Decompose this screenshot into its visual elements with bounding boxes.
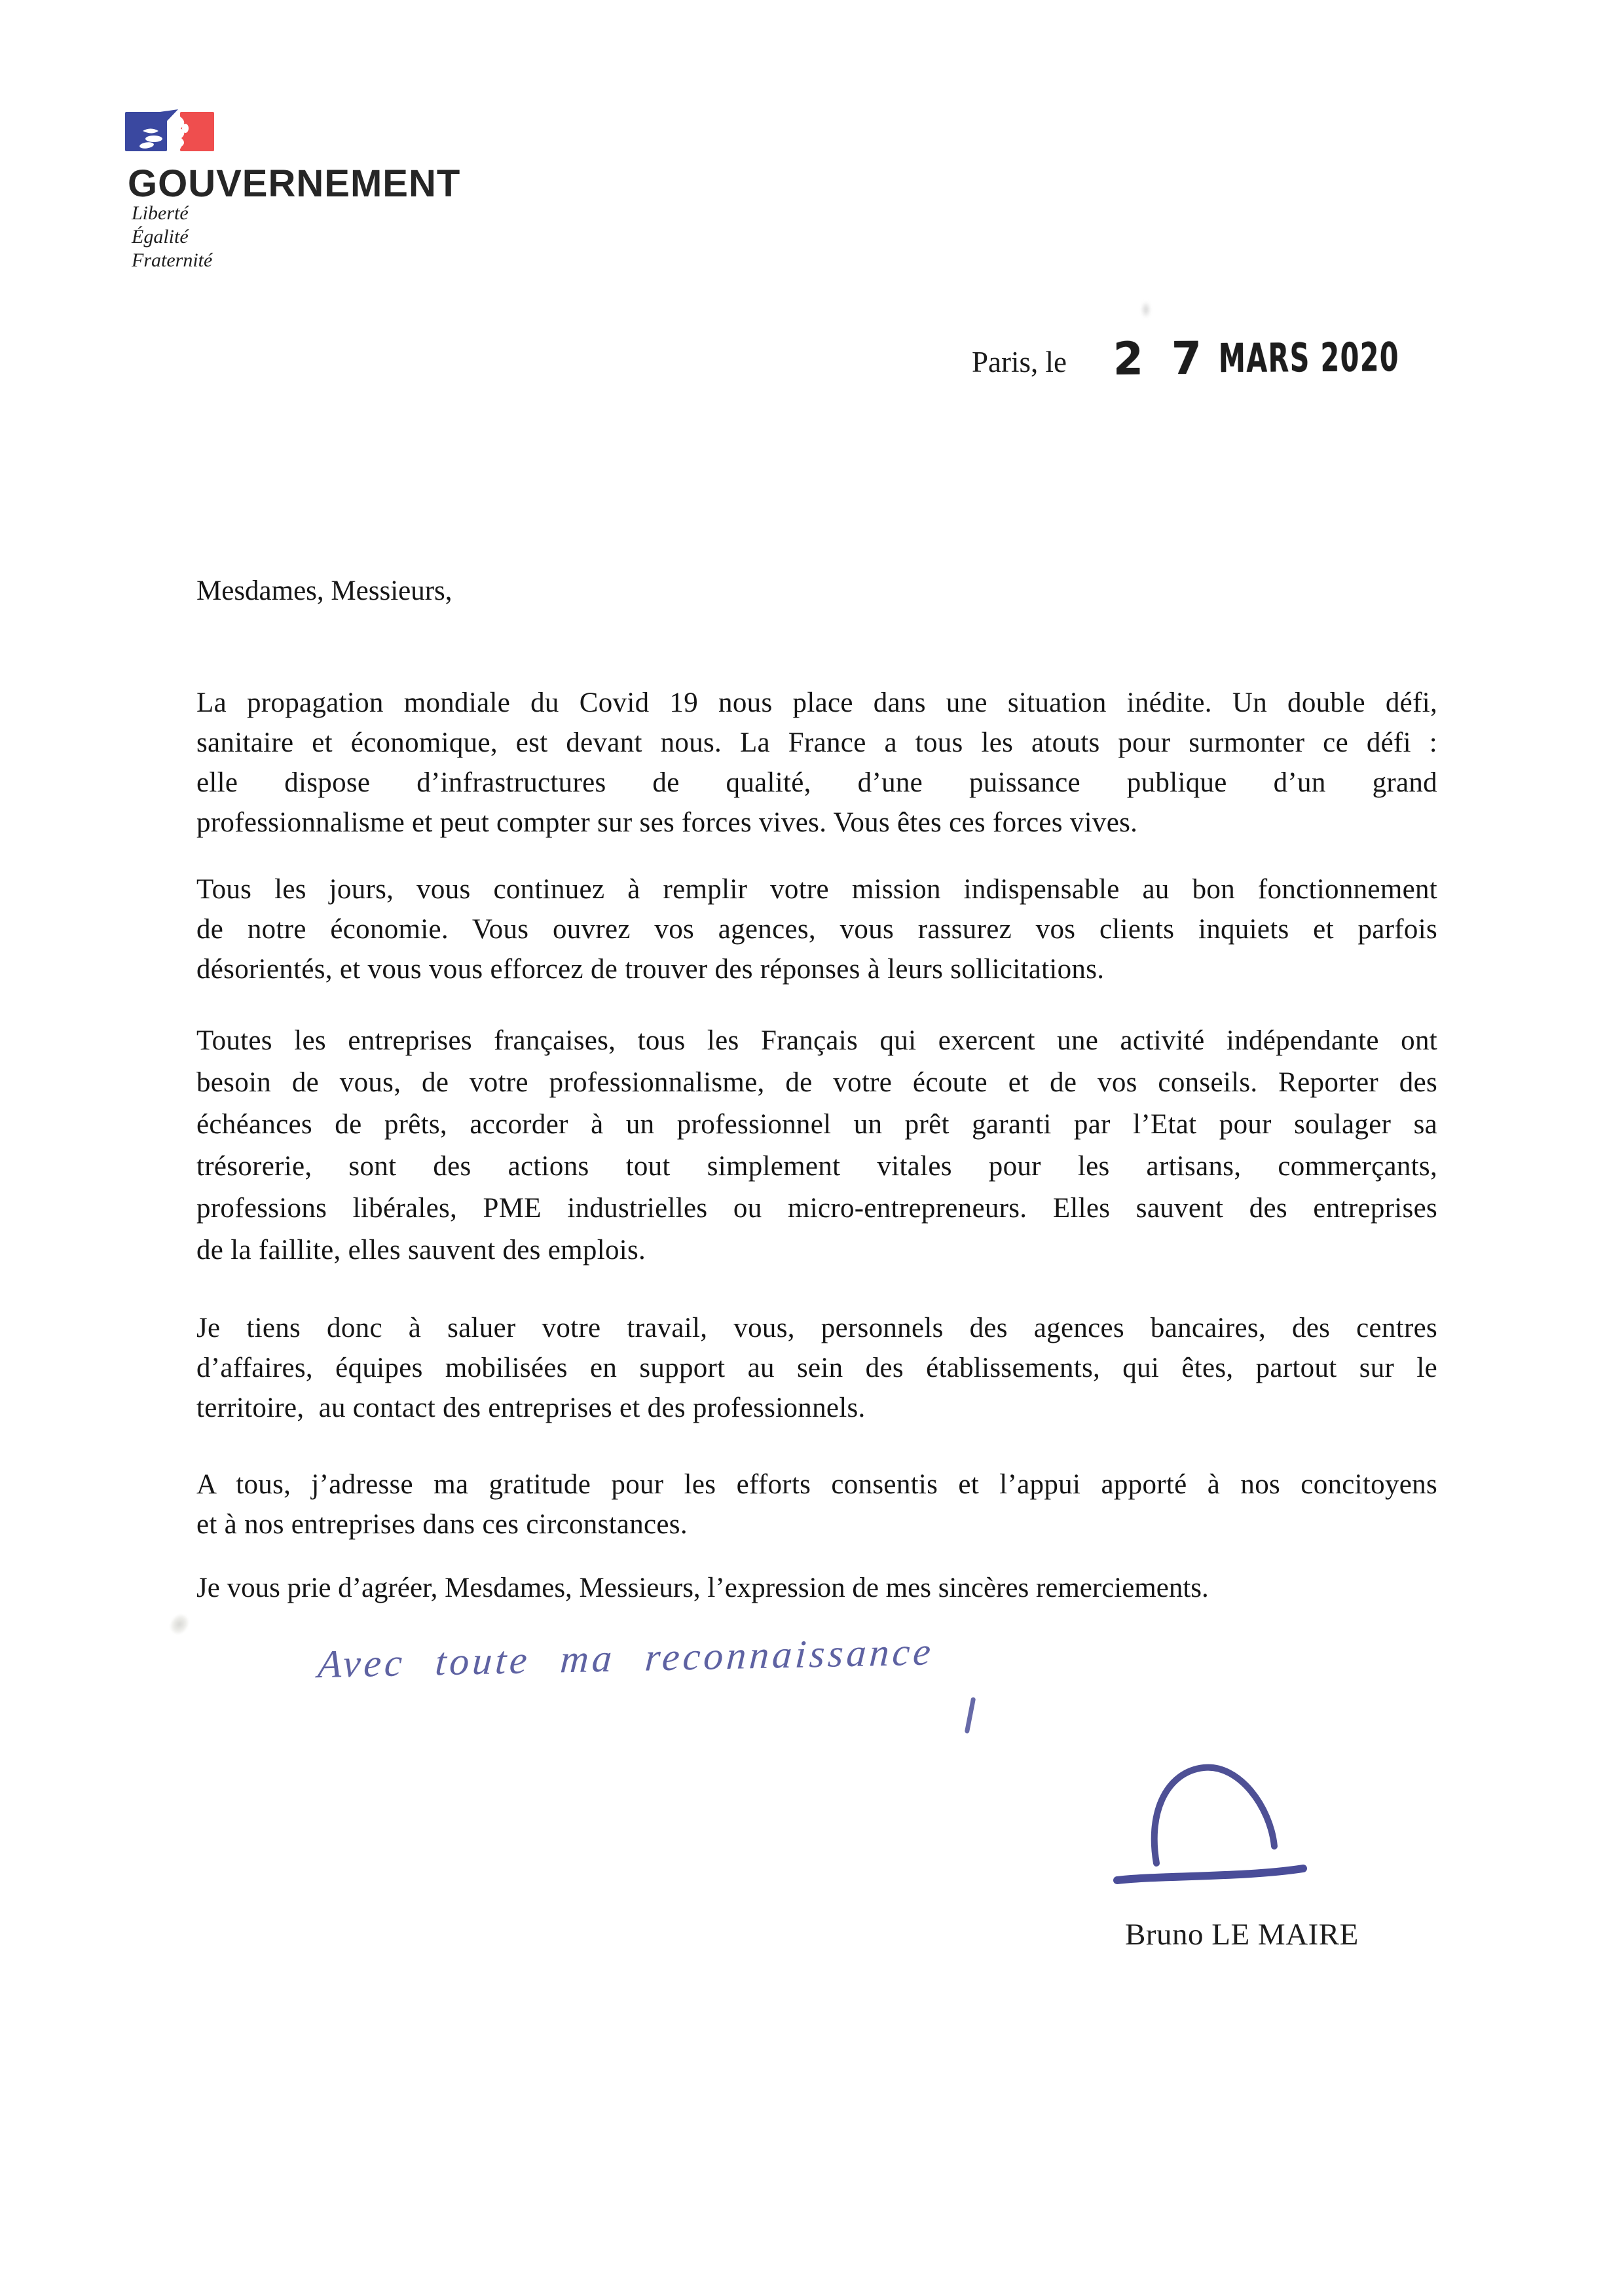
- date-stamp: [1113, 331, 1456, 384]
- pen-flick-mark: [965, 1697, 976, 1734]
- closing-line: Je vous prie d’agréer, Mesdames, Messieurs, l’expression de mes sincères remerciements.: [196, 1573, 1209, 1603]
- scan-smudge: [166, 1610, 193, 1639]
- body-line: trésorerie, sont des actions tout simplement vitales pour les artisans, commerçants,: [196, 1151, 1437, 1182]
- motto-line-egalite: Égalité: [132, 226, 189, 247]
- paragraph: [196, 1020, 1437, 1271]
- signer-name: Bruno LE MAIRE: [1125, 1918, 1359, 1952]
- body-line: Je tiens donc à saluer votre travail, vous, personnels des agences bancaires, des centres: [196, 1313, 1437, 1343]
- paragraph: [196, 1308, 1437, 1428]
- paragraph: [196, 869, 1437, 989]
- body-line: La propagation mondiale du Covid 19 nous place dans une situation inédite. Un double défi,: [196, 687, 1437, 718]
- body-line: de la faillite, elles sauvent des emplois.: [196, 1235, 646, 1266]
- paragraph: [196, 683, 1437, 843]
- date-stamp-day: 2 7: [1113, 332, 1209, 386]
- body-line: échéances de prêts, accorder à un professionnel un prêt garanti par l’Etat pour soulager sa: [196, 1109, 1437, 1140]
- body-line: Toutes les entreprises françaises, tous les Français qui exercent une activité indépendante ont: [196, 1025, 1437, 1056]
- motto-line-fraternite: Fraternité: [132, 249, 213, 271]
- salutation: Mesdames, Messieurs,: [196, 575, 452, 606]
- body-line: sanitaire et économique, est devant nous. La France a tous les atouts pour surmonter ce défi :: [196, 727, 1437, 758]
- body-line: territoire, au contact des entreprises et des professionnels.: [196, 1393, 866, 1423]
- handwritten-note: Avec toute ma reconnaissance: [316, 1630, 936, 1686]
- motto: [132, 202, 212, 272]
- body-line: Tous les jours, vous continuez à remplir votre mission indispensable au bon fonctionnement: [196, 874, 1437, 905]
- body-line: besoin de vous, de votre professionnalisme, de votre écoute et de vos conseils. Reporter des: [196, 1067, 1437, 1098]
- brand-title: GOUVERNEMENT: [128, 162, 461, 205]
- scan-smudge: [1141, 301, 1151, 318]
- paragraph: [196, 1465, 1437, 1544]
- body-line: A tous, j’adresse ma gratitude pour les efforts consentis et l’appui apporté à nos concitoyens: [196, 1469, 1437, 1500]
- body-line: professionnalisme et peut compter sur ses forces vives. Vous êtes ces forces vives.: [196, 807, 1138, 838]
- body-line: et à nos entreprises dans ces circonstances.: [196, 1509, 688, 1540]
- dateline-place: Paris, le: [972, 346, 1067, 378]
- body-line: désorientés, et vous vous efforcez de trouver des réponses à leurs sollicitations.: [196, 954, 1105, 985]
- body-line: de notre économie. Vous ouvrez vos agences, vous rassurez vos clients inquiets et parfois: [196, 914, 1437, 945]
- government-logo-icon: [124, 109, 220, 156]
- body-line: professions libérales, PME industrielles ou micro-entrepreneurs. Elles sauvent des entreprises: [196, 1193, 1437, 1224]
- date-stamp-month-year: MARS 2020: [1218, 334, 1400, 382]
- motto-line-liberte: Liberté: [132, 202, 189, 224]
- body-line: d’affaires, équipes mobilisées en support au sein des établissements, qui êtes, partout sur le: [196, 1353, 1437, 1383]
- paragraphs: [196, 683, 1437, 1568]
- signature-icon: [1105, 1747, 1315, 1897]
- body-line: elle dispose d’infrastructures de qualité, d’une puissance publique d’un grand: [196, 767, 1437, 798]
